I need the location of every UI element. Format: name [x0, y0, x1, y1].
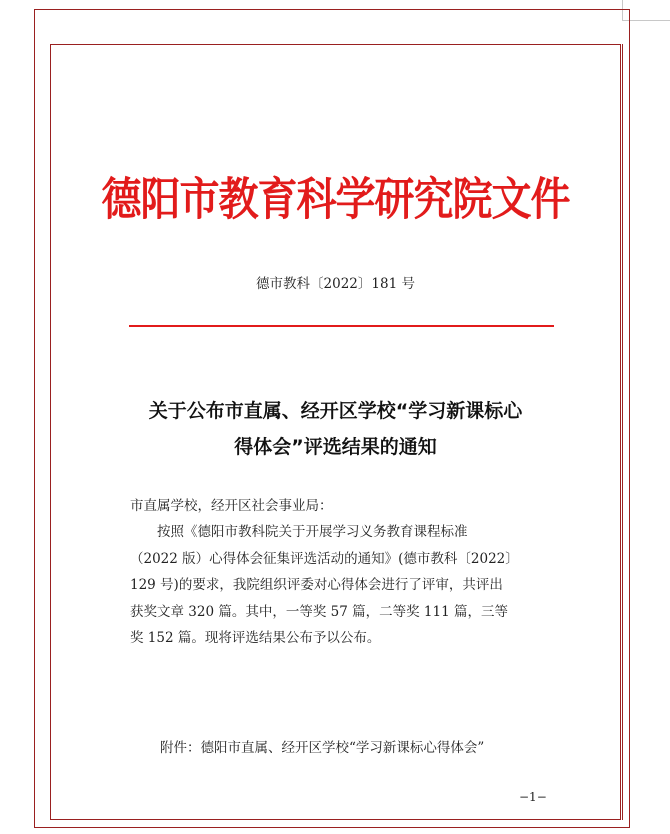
document-number: 德市教科〔2022〕181 号	[256, 276, 415, 292]
notice-title-line-1: 关于公布市直属、经开区学校“学习新课标心	[148, 400, 523, 422]
inner-border-double-right	[619, 44, 623, 820]
notice-title-line-2: 得体会”评选结果的通知	[234, 436, 437, 458]
body-line: 奖 152 篇。现将评选结果公布予以公布。	[130, 630, 381, 646]
notice-title	[100, 393, 571, 465]
body-line: 129 号)的要求，我院组织评委对心得体会进行了评审，共评出	[130, 577, 503, 593]
document-header-title: 德阳市教育科学研究院文件	[101, 173, 570, 226]
addressee-line: 市直属学校，经开区社会事业局：	[130, 498, 333, 514]
red-divider-line	[129, 325, 554, 327]
body-line: 获奖文章 320 篇。其中，一等奖 57 篇，二等奖 111 篇，三等	[130, 603, 508, 620]
body-paragraph	[130, 519, 555, 652]
body-line: （2022 版）心得体会征集评选活动的通知》(德市教科〔2022〕	[130, 550, 519, 567]
attachment-line: 附件：德阳市直属、经开区学校“学习新课标心得体会”	[160, 740, 485, 756]
page-number: −1−	[519, 790, 547, 804]
body-line: 按照《德阳市教科院关于开展学习义务教育课程标准	[157, 524, 468, 540]
